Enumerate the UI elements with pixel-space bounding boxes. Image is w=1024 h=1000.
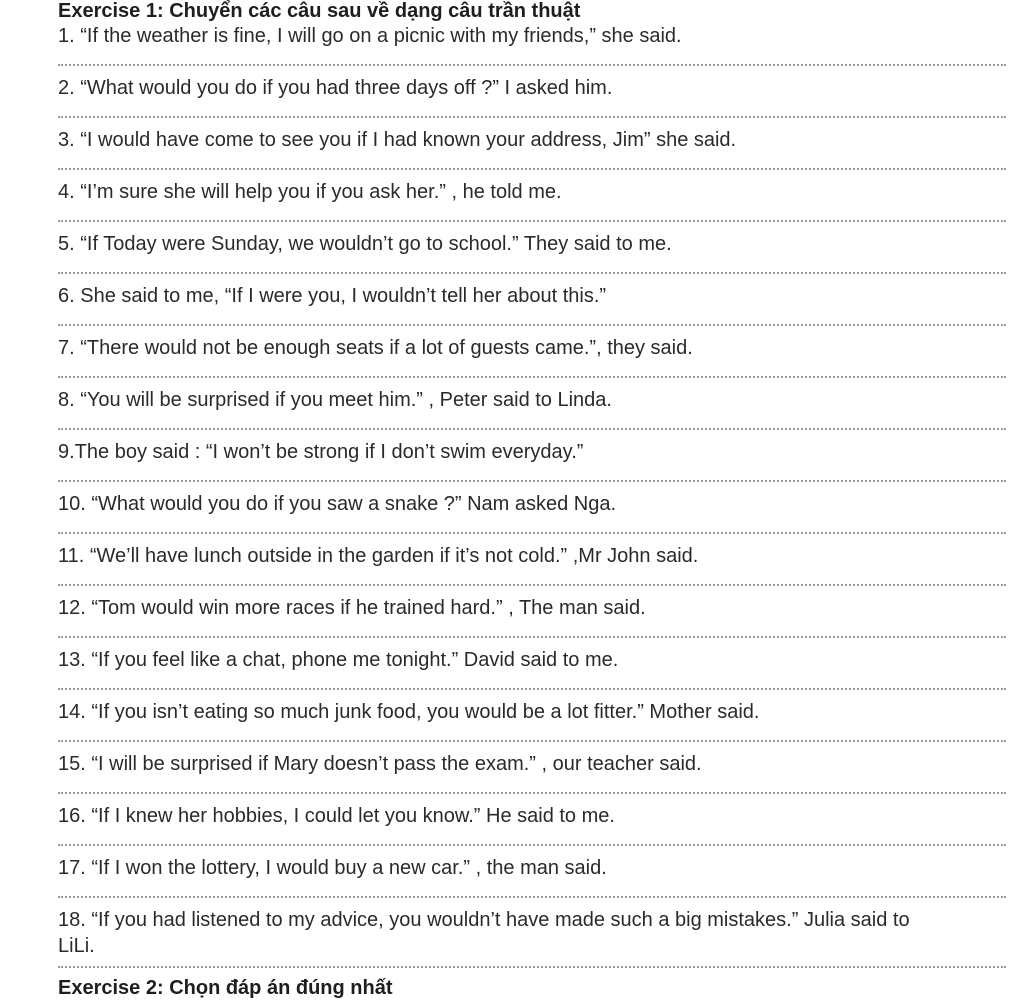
exercise-item xyxy=(58,693,1006,745)
question-text: 1. “If the weather is fine, I will go on a picnic with my friends,” she said. xyxy=(58,25,682,47)
exercise-item xyxy=(58,641,1006,693)
question-text: 6. She said to me, “If I were you, I wouldn’t tell her about this.” xyxy=(58,285,607,307)
question-text: 13. “If you feel like a chat, phone me tonight.” David said to me. xyxy=(58,649,619,671)
answer-line[interactable] xyxy=(58,966,1006,968)
question-text: 8. “You will be surprised if you meet him.” , Peter said to Linda. xyxy=(58,389,612,411)
question-text: 17. “If I won the lottery, I would buy a new car.” , the man said. xyxy=(58,857,607,879)
answer-line[interactable] xyxy=(58,324,1006,326)
exercise-item xyxy=(58,797,1006,849)
question-text: 16. “If I knew her hobbies, I could let you know.” He said to me. xyxy=(58,805,615,827)
answer-line[interactable] xyxy=(58,480,1006,482)
question-text: 9.The boy said : “I won’t be strong if I don’t swim everyday.” xyxy=(58,441,584,463)
question-text: 11. “We’ll have lunch outside in the garden if it’s not cold.” ,Mr John said. xyxy=(58,545,699,567)
question-text: 7. “There would not be enough seats if a lot of guests came.”, they said. xyxy=(58,337,693,359)
question-text: 10. “What would you do if you saw a snake ?” Nam asked Nga. xyxy=(58,493,617,515)
answer-line[interactable] xyxy=(58,792,1006,794)
exercise-item xyxy=(58,23,1006,69)
exercise-item xyxy=(58,849,1006,901)
question-text: 5. “If Today were Sunday, we wouldn’t go to school.” They said to me. xyxy=(58,233,672,255)
exercise-item xyxy=(58,589,1006,641)
answer-line[interactable] xyxy=(58,584,1006,586)
answer-line[interactable] xyxy=(58,168,1006,170)
question-text: 14. “If you isn’t eating so much junk food, you would be a lot fitter.” Mother said. xyxy=(58,701,760,723)
exercise-item xyxy=(58,69,1006,121)
exercise-item xyxy=(58,381,1006,433)
answer-line[interactable] xyxy=(58,740,1006,742)
exercise-item xyxy=(58,901,1006,971)
question-text: 15. “I will be surprised if Mary doesn’t pass the exam.” , our teacher said. xyxy=(58,753,702,775)
exercise-item xyxy=(58,225,1006,277)
exercise-item xyxy=(58,485,1006,537)
question-text: 12. “Tom would win more races if he trained hard.” , The man said. xyxy=(58,597,646,619)
exercise-2-title: Exercise 2: Chọn đáp án đúng nhất xyxy=(58,977,393,999)
exercise-item xyxy=(58,277,1006,329)
answer-line[interactable] xyxy=(58,844,1006,846)
answer-line[interactable] xyxy=(58,272,1006,274)
exercise-item xyxy=(58,121,1006,173)
question-text: 4. “I’m sure she will help you if you ask her.” , he told me. xyxy=(58,181,562,203)
exercise-1-title: Exercise 1: Chuyển các câu sau về dạng câu trần thuật xyxy=(58,0,581,22)
exercise-item xyxy=(58,329,1006,381)
worksheet xyxy=(58,0,1006,1000)
question-text: 2. “What would you do if you had three days off ?” I asked him. xyxy=(58,77,613,99)
exercise-item xyxy=(58,433,1006,485)
exercise-item xyxy=(58,173,1006,225)
answer-line[interactable] xyxy=(58,376,1006,378)
question-text: 3. “I would have come to see you if I had known your address, Jim” she said. xyxy=(58,129,737,151)
question-text: 18. “If you had listened to my advice, you wouldn’t have made such a big mistakes.” Julia said to LiLi. xyxy=(58,909,910,957)
answer-line[interactable] xyxy=(58,532,1006,534)
exercise-item xyxy=(58,745,1006,797)
exercise-item xyxy=(58,537,1006,589)
answer-line[interactable] xyxy=(58,896,1006,898)
answer-line[interactable] xyxy=(58,64,1006,66)
answer-line[interactable] xyxy=(58,116,1006,118)
answer-line[interactable] xyxy=(58,636,1006,638)
answer-line[interactable] xyxy=(58,688,1006,690)
answer-line[interactable] xyxy=(58,428,1006,430)
answer-line[interactable] xyxy=(58,220,1006,222)
